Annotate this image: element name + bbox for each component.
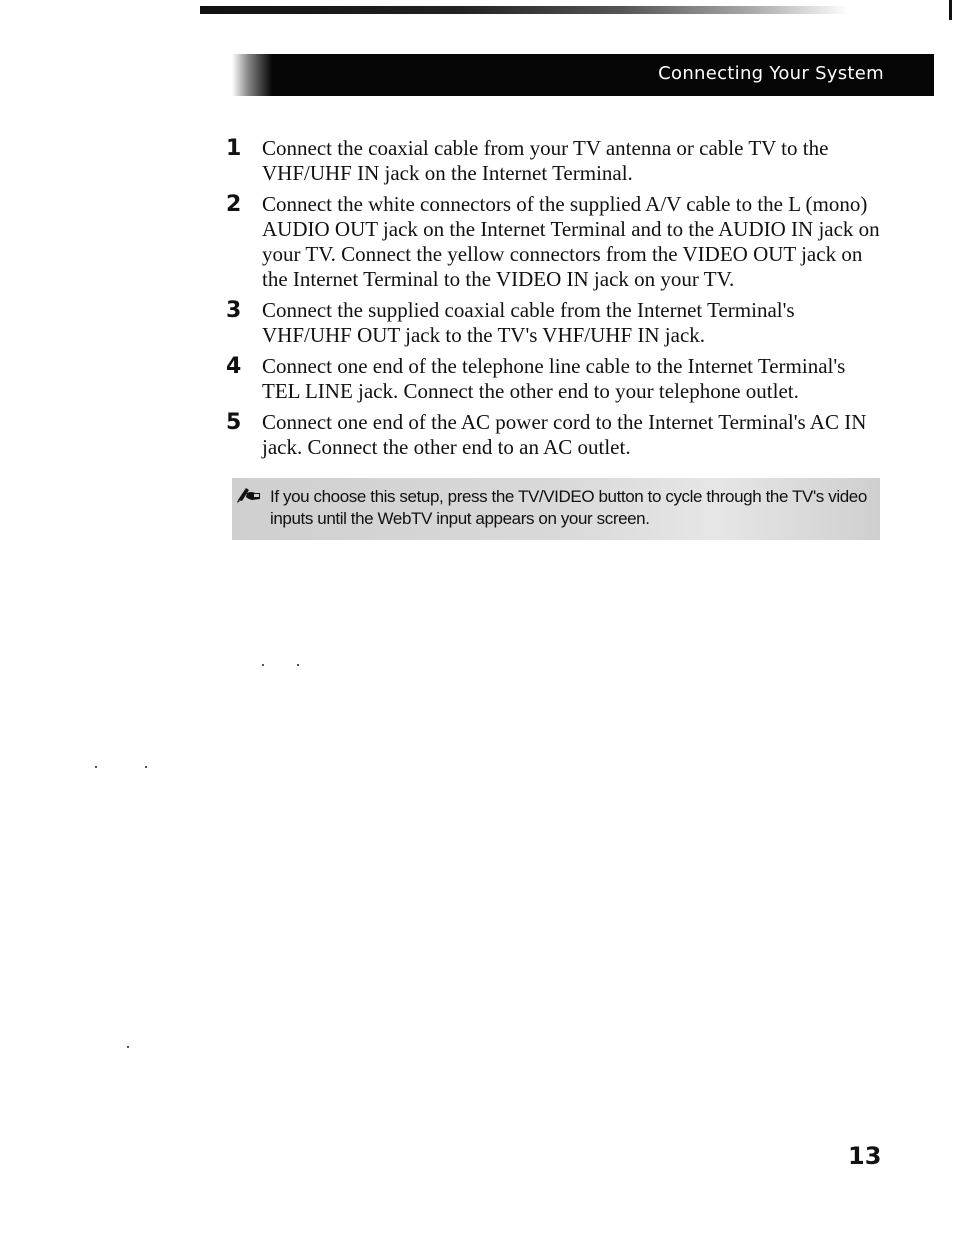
step-item	[222, 136, 882, 186]
scan-speck	[127, 1046, 129, 1048]
step-number: 1	[226, 136, 242, 161]
step-item	[222, 410, 882, 460]
step-text: Connect the coaxial cable from your TV antenna or cable TV to the VHF/UHF IN jack on the Internet Terminal.	[262, 136, 829, 185]
step-item	[222, 354, 882, 404]
step-number: 2	[226, 192, 242, 217]
section-header-bar	[232, 54, 934, 96]
step-number: 3	[226, 298, 242, 323]
scan-speck	[145, 766, 147, 768]
scan-speck	[262, 664, 264, 666]
scan-speck	[297, 664, 299, 666]
step-text: Connect the white connectors of the supplied A/V cable to the L (mono) AUDIO OUT jack on the Internet Terminal and to the AUDIO IN jack on your TV. Connect the yellow connectors from the VIDEO OUT jack on the Internet Terminal to the VIDEO IN jack on your TV.	[262, 192, 880, 291]
step-item	[222, 192, 882, 292]
note-box	[232, 478, 880, 540]
writing-hand-icon	[236, 484, 262, 504]
top-decorative-rule	[200, 6, 850, 14]
section-title: Connecting Your System	[658, 63, 884, 84]
step-number: 4	[226, 354, 242, 379]
step-text: Connect one end of the telephone line cable to the Internet Terminal's TEL LINE jack. Connect the other end to your telephone outlet.	[262, 354, 846, 403]
instruction-steps	[222, 136, 882, 466]
scan-speck	[95, 766, 97, 768]
step-item	[222, 298, 882, 348]
step-text: Connect one end of the AC power cord to the Internet Terminal's AC IN jack. Connect the other end to an AC outlet.	[262, 410, 867, 459]
step-text: Connect the supplied coaxial cable from the Internet Terminal's VHF/UHF OUT jack to the TV's VHF/UHF IN jack.	[262, 298, 795, 347]
header-fade	[232, 54, 272, 96]
step-number: 5	[226, 410, 242, 435]
corner-crop-mark	[949, 0, 952, 20]
note-text: If you choose this setup, press the TV/VIDEO button to cycle through the TV's video inputs until the WebTV input appears on your screen.	[270, 487, 867, 528]
page-number: 13	[848, 1142, 882, 1170]
